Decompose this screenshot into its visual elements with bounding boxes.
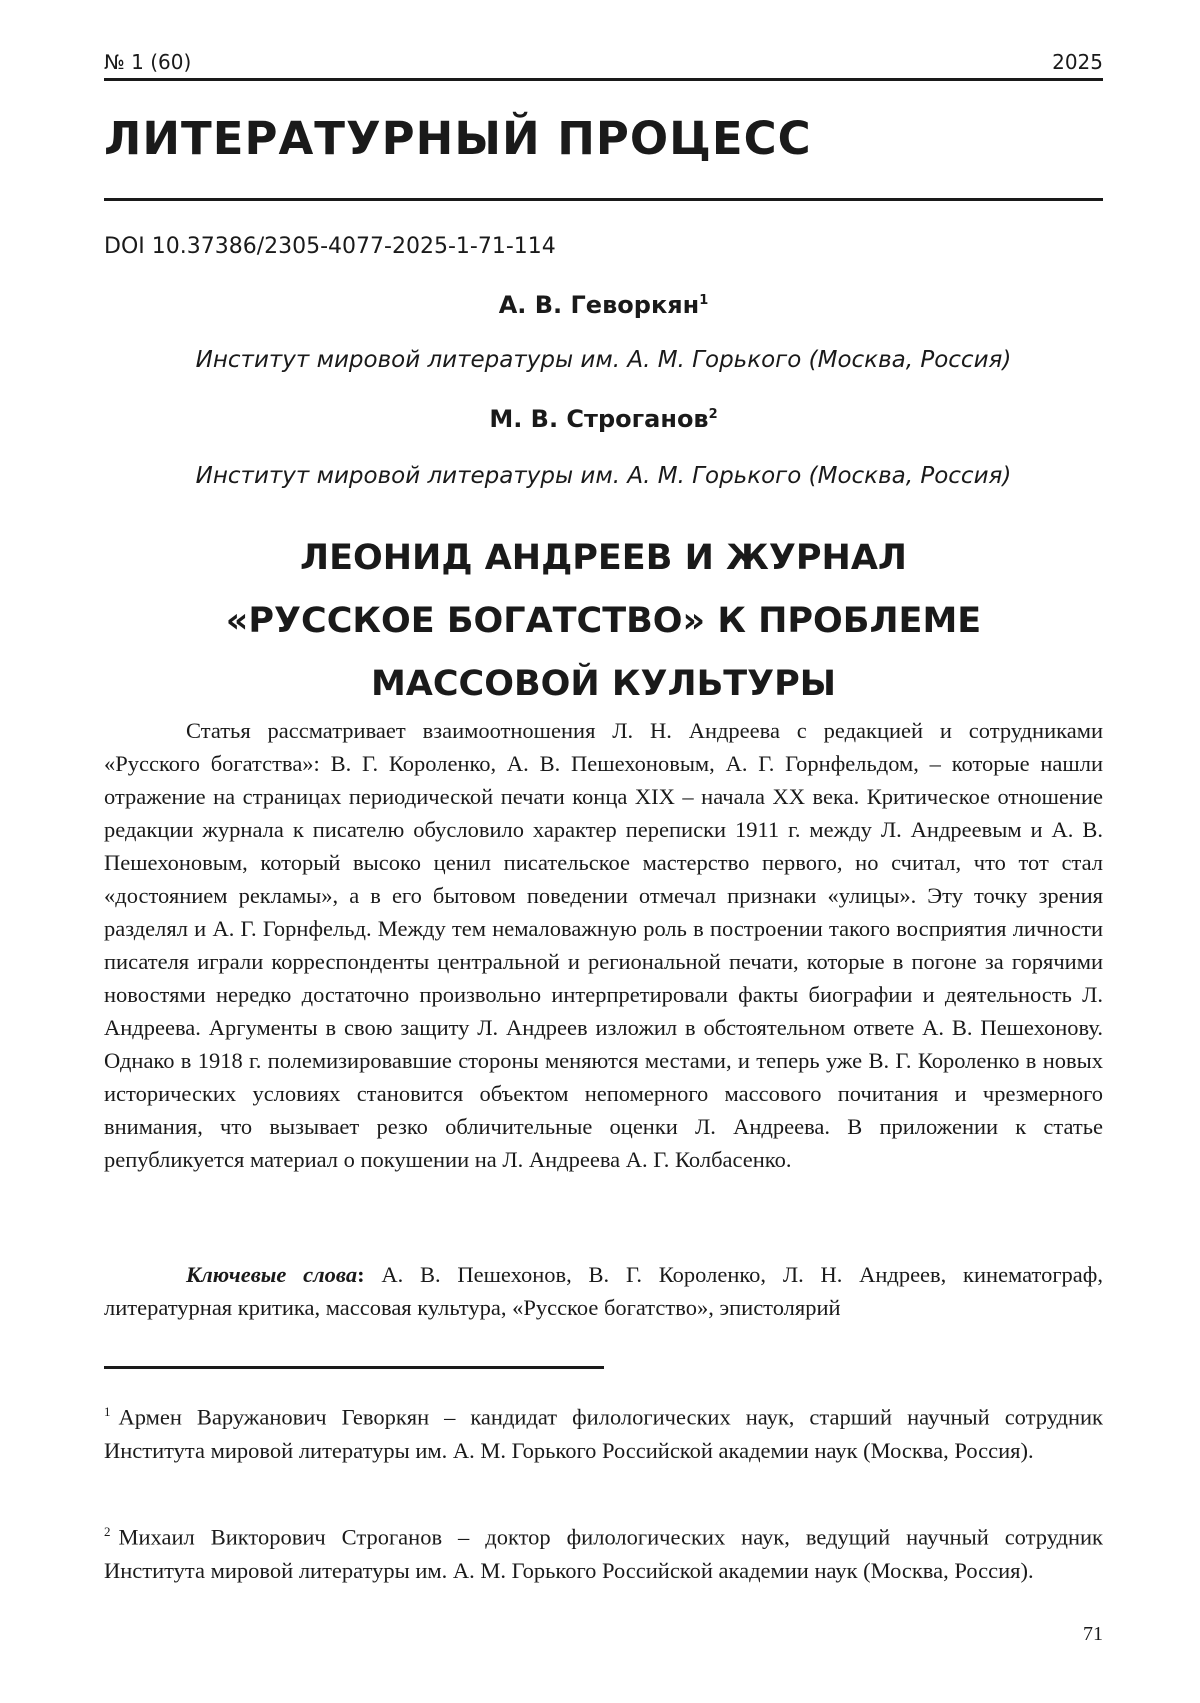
article-title-line-1: ЛЕОНИД АНДРЕЕВ И ЖУРНАЛ xyxy=(300,538,907,578)
author-1-affiliation: Институт мировой литературы им. А. М. Горького (Москва, Россия) xyxy=(195,347,1012,373)
author-1-name: А. В. Геворкян xyxy=(498,291,700,319)
header-rule xyxy=(104,78,1103,81)
issue-year: 2025 xyxy=(1052,50,1103,74)
author-1 xyxy=(104,291,1103,319)
footnote-2 xyxy=(104,1515,1103,1587)
keywords-label: Ключевые слова xyxy=(186,1262,358,1287)
section-title: ЛИТЕРАТУРНЫЙ ПРОЦЕСС xyxy=(104,112,812,165)
footnote-rule xyxy=(104,1366,604,1369)
footnote-1-text: Армен Варужанович Геворкян – кандидат филологических наук, старший научный сотрудник Института мировой литературы им. А. М. Горького Российской академии наук (Москва, Россия). xyxy=(104,1404,1103,1463)
issue-number: № 1 (60) xyxy=(104,50,192,74)
article-title-line-3: МАССОВОЙ КУЛЬТУРЫ xyxy=(370,664,837,704)
author-2-name: М. В. Строганов xyxy=(489,405,709,433)
author-2 xyxy=(104,405,1103,433)
footnote-1 xyxy=(104,1395,1103,1467)
keywords: Ключевые слова: А. В. Пешехонов, В. Г. Короленко, Л. Н. Андреев, кинематограф, литературная критика, массовая культура, «Русское богатство», эпистолярий xyxy=(104,1262,1103,1320)
author-2-affiliation: Институт мировой литературы им. А. М. Горького (Москва, Россия) xyxy=(195,463,1012,489)
page-number: 71 xyxy=(1083,1623,1103,1645)
section-rule xyxy=(104,198,1103,201)
footnote-2-text: Михаил Викторович Строганов – доктор филологических наук, ведущий научный сотрудник Института мировой литературы им. А. М. Горького Российской академии наук (Москва, Россия). xyxy=(104,1524,1103,1583)
abstract: Статья рассматривает взаимоотношения Л. Н. Андреева с редакцией и сотрудниками «Русского богатства»: В. Г. Короленко, А. В. Пешехоновым, А. Г. Горнфельдом, – которые нашли отражение на страницах периодической печати конца XIX – начала XX века. Критическое отношение редакции журнала к писателю обусловило характер переписки 1911 г. между Л. Андреевым и А. В. Пешехоновым, который высоко ценил писательское мастерство первого, но считал, что тот стал «достоянием рекламы», а в его бытовом поведении отмечал признаки «улицы». Эту точку зрения разделял и А. Г. Горнфельд. Между тем немаловажную роль в построении такого восприятия личности писателя играли корреспонденты центральной и региональной печати, которые в погоне за горячими новостями нередко достаточно произвольно интерпретировали факты биографии и деятельность Л. Андреева. Аргументы в свою защиту Л. Андреев изложил в обстоятельном ответе А. В. Пешехонову. Однако в 1918 г. полемизировавшие стороны меняются местами, и теперь уже В. Г. Короленко в новых исторических условиях становится объектом непомерного массового почитания и чрезмерного внимания, что вызывает резко обличительные оценки Л. Андреева. В приложении к статье републикуется материал о покушении на Л. Андреева А. Г. Колбасенко. xyxy=(104,718,1103,1172)
article-title-line-2: «РУССКОЕ БОГАТСТВО» К ПРОБЛЕМЕ xyxy=(225,601,982,641)
footnote-1-mark: 1 xyxy=(104,1404,111,1419)
author-2-footnote-mark: 2 xyxy=(708,407,718,422)
keywords-text: А. В. Пешехонов, В. Г. Короленко, Л. Н. Андреев, кинематограф, литературная критика, массовая культура, «Русское богатство», эпистолярий xyxy=(104,1262,1103,1320)
footnote-2-mark: 2 xyxy=(104,1524,111,1539)
article-title xyxy=(104,527,1103,716)
doi: DOI 10.37386/2305-4077-2025-1-71-114 xyxy=(104,234,556,259)
author-1-footnote-mark: 1 xyxy=(699,293,709,308)
